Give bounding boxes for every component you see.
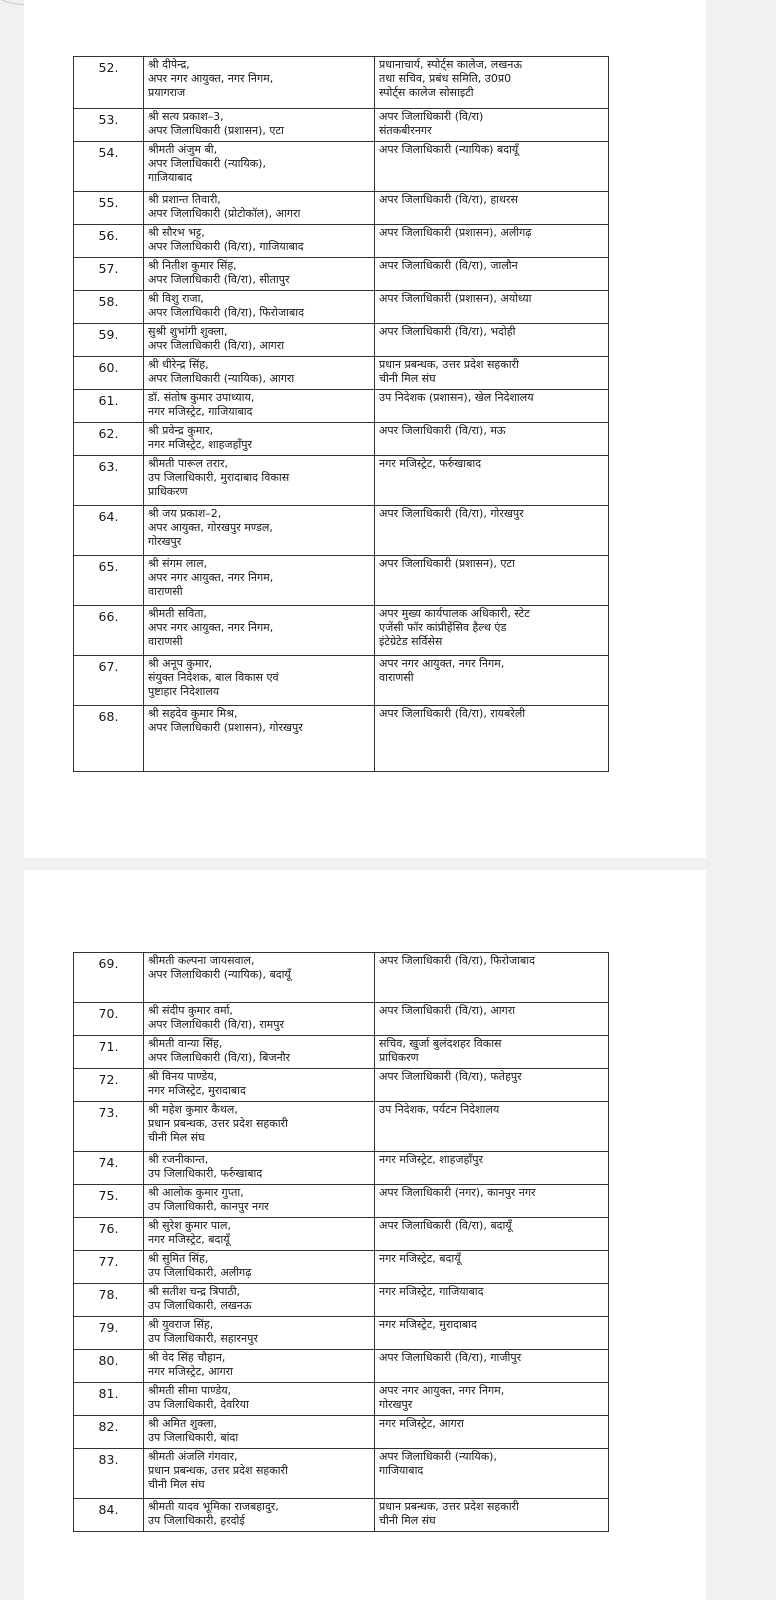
- serial-number-cell: 82.: [74, 1416, 144, 1449]
- serial-number-cell: 65.: [74, 556, 144, 606]
- transfer-table-2: [73, 952, 609, 1532]
- officer-name-cell: श्रीमती सविता, अपर नगर आयुक्त, नगर निगम, वाराणसी: [144, 606, 375, 656]
- officer-name-cell: डॉ. संतोष कुमार उपाध्याय, नगर मजिस्ट्रेट, गाजियाबाद: [144, 390, 375, 423]
- new-posting-cell: अपर जिलाधिकारी (वि/रा), गाजीपुर: [375, 1350, 609, 1383]
- new-posting-cell: अपर जिलाधिकारी (वि/रा) संतकबीरनगर: [375, 109, 609, 142]
- serial-number-cell: 75.: [74, 1185, 144, 1218]
- new-posting-cell: नगर मजिस्ट्रेट, आगरा: [375, 1416, 609, 1449]
- table-row: [74, 109, 609, 142]
- table-row: [74, 656, 609, 706]
- officer-name-cell: श्री दीपेन्द्र, अपर नगर आयुक्त, नगर निगम, प्रयागराज: [144, 57, 375, 109]
- table-row: [74, 142, 609, 192]
- serial-number-cell: 54.: [74, 142, 144, 192]
- officer-name-cell: श्री सुरेश कुमार पाल, नगर मजिस्ट्रेट, बदायूँ: [144, 1218, 375, 1251]
- new-posting-cell: नगर मजिस्ट्रेट, फर्रुखाबाद: [375, 456, 609, 506]
- serial-number-cell: 84.: [74, 1499, 144, 1532]
- table-row: [74, 1218, 609, 1251]
- table-row: [74, 556, 609, 606]
- serial-number-cell: 68.: [74, 706, 144, 772]
- officer-name-cell: श्री प्रशान्त तिवारी, अपर जिलाधिकारी (प्रोटोकॉल), आगरा: [144, 192, 375, 225]
- serial-number-cell: 59.: [74, 324, 144, 357]
- new-posting-cell: अपर जिलाधिकारी (वि/रा), रायबरेली: [375, 706, 609, 772]
- officer-name-cell: श्री रजनीकान्त, उप जिलाधिकारी, फर्रुखाबाद: [144, 1152, 375, 1185]
- table-row: [74, 706, 609, 772]
- new-posting-cell: अपर जिलाधिकारी (नगर), कानपुर नगर: [375, 1185, 609, 1218]
- serial-number-cell: 71.: [74, 1036, 144, 1069]
- new-posting-cell: नगर मजिस्ट्रेट, शाहजहाँपुर: [375, 1152, 609, 1185]
- new-posting-cell: उप निदेशक, पर्यटन निदेशालय: [375, 1102, 609, 1152]
- table-row: [74, 1449, 609, 1499]
- serial-number-cell: 61.: [74, 390, 144, 423]
- new-posting-cell: अपर जिलाधिकारी (प्रशासन), एटा: [375, 556, 609, 606]
- table-row: [74, 225, 609, 258]
- new-posting-cell: प्रधानाचार्य, स्पोर्ट्स कालेज, लखनऊ तथा सचिव, प्रबंध समिति, उ0प्र0 स्पोर्ट्स कालेज सोसाइटी: [375, 57, 609, 109]
- new-posting-cell: अपर जिलाधिकारी (वि/रा), जालौन: [375, 258, 609, 291]
- officer-name-cell: श्री महेश कुमार कैथल, प्रधान प्रबन्धक, उत्तर प्रदेश सहकारी चीनी मिल संघ: [144, 1102, 375, 1152]
- new-posting-cell: अपर जिलाधिकारी (प्रशासन), अलीगढ़: [375, 225, 609, 258]
- table-row: [74, 606, 609, 656]
- table-row: [74, 953, 609, 1003]
- new-posting-cell: अपर नगर आयुक्त, नगर निगम, गोरखपुर: [375, 1383, 609, 1416]
- table-row: [74, 1102, 609, 1152]
- serial-number-cell: 67.: [74, 656, 144, 706]
- new-posting-cell: अपर जिलाधिकारी (वि/रा), भदोही: [375, 324, 609, 357]
- new-posting-cell: अपर जिलाधिकारी (वि/रा), आगरा: [375, 1003, 609, 1036]
- table-row: [74, 1152, 609, 1185]
- serial-number-cell: 63.: [74, 456, 144, 506]
- new-posting-cell: प्रधान प्रबन्धक, उत्तर प्रदेश सहकारी चीनी मिल संघ: [375, 1499, 609, 1532]
- officer-name-cell: श्री नितीश कुमार सिंह, अपर जिलाधिकारी (वि/रा), सीतापुर: [144, 258, 375, 291]
- serial-number-cell: 78.: [74, 1284, 144, 1317]
- table-row: [74, 1416, 609, 1449]
- new-posting-cell: नगर मजिस्ट्रेट, गाजियाबाद: [375, 1284, 609, 1317]
- serial-number-cell: 76.: [74, 1218, 144, 1251]
- serial-number-cell: 80.: [74, 1350, 144, 1383]
- serial-number-cell: 73.: [74, 1102, 144, 1152]
- serial-number-cell: 53.: [74, 109, 144, 142]
- new-posting-cell: नगर मजिस्ट्रेट, बदायूँ: [375, 1251, 609, 1284]
- officer-name-cell: श्री विनय पाण्डेय, नगर मजिस्ट्रेट, मुरादाबाद: [144, 1069, 375, 1102]
- officer-name-cell: श्री आलोक कुमार गुप्ता, उप जिलाधिकारी, कानपुर नगर: [144, 1185, 375, 1218]
- serial-number-cell: 60.: [74, 357, 144, 390]
- new-posting-cell: नगर मजिस्ट्रेट, मुरादाबाद: [375, 1317, 609, 1350]
- serial-number-cell: 66.: [74, 606, 144, 656]
- new-posting-cell: अपर जिलाधिकारी (न्यायिक) बदायूँ: [375, 142, 609, 192]
- table-row: [74, 192, 609, 225]
- officer-name-cell: श्रीमती अंजलि गंगवार, प्रधान प्रबन्धक, उत्तर प्रदेश सहकारी चीनी मिल संघ: [144, 1449, 375, 1499]
- serial-number-cell: 83.: [74, 1449, 144, 1499]
- officer-name-cell: श्री सतीश चन्द्र त्रिपाठी, उप जिलाधिकारी, लखनऊ: [144, 1284, 375, 1317]
- table-row: [74, 324, 609, 357]
- officer-name-cell: श्री अनूप कुमार, संयुक्त निदेशक, बाल विकास एवं पुष्टाहार निदेशालय: [144, 656, 375, 706]
- officer-name-cell: श्री संदीप कुमार वर्मा, अपर जिलाधिकारी (वि/रा), रामपुर: [144, 1003, 375, 1036]
- serial-number-cell: 72.: [74, 1069, 144, 1102]
- serial-number-cell: 69.: [74, 953, 144, 1003]
- serial-number-cell: 79.: [74, 1317, 144, 1350]
- table-row: [74, 1350, 609, 1383]
- officer-name-cell: श्रीमती यादव भूमिका राजबहादुर, उप जिलाधिकारी, हरदोई: [144, 1499, 375, 1532]
- table-row: [74, 1185, 609, 1218]
- officer-name-cell: श्री सुमित सिंह, उप जिलाधिकारी, अलीगढ़: [144, 1251, 375, 1284]
- serial-number-cell: 81.: [74, 1383, 144, 1416]
- serial-number-cell: 58.: [74, 291, 144, 324]
- serial-number-cell: 74.: [74, 1152, 144, 1185]
- new-posting-cell: अपर जिलाधिकारी (न्यायिक), गाजियाबाद: [375, 1449, 609, 1499]
- new-posting-cell: अपर जिलाधिकारी (वि/रा), बदायूँ: [375, 1218, 609, 1251]
- serial-number-cell: 62.: [74, 423, 144, 456]
- table-row: [74, 57, 609, 109]
- new-posting-cell: अपर जिलाधिकारी (वि/रा), हाथरस: [375, 192, 609, 225]
- officer-name-cell: श्री धीरेन्द्र सिंह, अपर जिलाधिकारी (न्यायिक), आगरा: [144, 357, 375, 390]
- officer-name-cell: श्रीमती सीमा पाण्डेय, उप जिलाधिकारी, देवरिया: [144, 1383, 375, 1416]
- officer-name-cell: श्री सत्य प्रकाश–3, अपर जिलाधिकारी (प्रशासन), एटा: [144, 109, 375, 142]
- table-row: [74, 258, 609, 291]
- officer-name-cell: श्री प्रवेन्द्र कुमार, नगर मजिस्ट्रेट, शाहजहाँपुर: [144, 423, 375, 456]
- new-posting-cell: अपर जिलाधिकारी (वि/रा), गोरखपुर: [375, 506, 609, 556]
- serial-number-cell: 55.: [74, 192, 144, 225]
- serial-number-cell: 56.: [74, 225, 144, 258]
- new-posting-cell: अपर जिलाधिकारी (वि/रा), फिरोजाबाद: [375, 953, 609, 1003]
- officer-name-cell: श्रीमती कल्पना जायसवाल, अपर जिलाधिकारी (न्यायिक), बदायूँ: [144, 953, 375, 1003]
- new-posting-cell: अपर जिलाधिकारी (प्रशासन), अयोध्या: [375, 291, 609, 324]
- officer-name-cell: श्री युवराज सिंह, उप जिलाधिकारी, सहारनपुर: [144, 1317, 375, 1350]
- officer-name-cell: श्री सहदेव कुमार मिश्र, अपर जिलाधिकारी (प्रशासन), गोरखपुर: [144, 706, 375, 772]
- table-row: [74, 1069, 609, 1102]
- officer-name-cell: श्री सौरभ भट्ट, अपर जिलाधिकारी (वि/रा), गाजियाबाद: [144, 225, 375, 258]
- officer-name-cell: श्री जय प्रकाश–2, अपर आयुक्त, गोरखपुर मण्डल, गोरखपुर: [144, 506, 375, 556]
- officer-name-cell: श्री संगम लाल, अपर नगर आयुक्त, नगर निगम, वाराणसी: [144, 556, 375, 606]
- new-posting-cell: अपर जिलाधिकारी (वि/रा), मऊ: [375, 423, 609, 456]
- new-posting-cell: अपर जिलाधिकारी (वि/रा), फतेहपुर: [375, 1069, 609, 1102]
- serial-number-cell: 70.: [74, 1003, 144, 1036]
- officer-name-cell: श्रीमती वान्या सिंह, अपर जिलाधिकारी (वि/रा), बिजनौर: [144, 1036, 375, 1069]
- new-posting-cell: अपर नगर आयुक्त, नगर निगम, वाराणसी: [375, 656, 609, 706]
- officer-name-cell: सुश्री शुभांगी शुक्ला, अपर जिलाधिकारी (वि/रा), आगरा: [144, 324, 375, 357]
- serial-number-cell: 52.: [74, 57, 144, 109]
- new-posting-cell: उप निदेशक (प्रशासन), खेल निदेशालय: [375, 390, 609, 423]
- officer-name-cell: श्री अमित शुक्ला, उप जिलाधिकारी, बांदा: [144, 1416, 375, 1449]
- new-posting-cell: अपर मुख्य कार्यपालक अधिकारी, स्टेट एजेंसी फॉर कांप्रीहेंसिव हैल्थ एंड इंटेग्रेटेड सर्विसेस: [375, 606, 609, 656]
- table-row: [74, 390, 609, 423]
- table-row: [74, 1499, 609, 1532]
- table-row: [74, 423, 609, 456]
- serial-number-cell: 77.: [74, 1251, 144, 1284]
- table-row: [74, 1251, 609, 1284]
- table-row: [74, 291, 609, 324]
- table-row: [74, 357, 609, 390]
- officer-name-cell: श्रीमती पारूल तरार, उप जिलाधिकारी, मुरादाबाद विकास प्राधिकरण: [144, 456, 375, 506]
- officer-name-cell: श्रीमती अंजुम बी, अपर जिलाधिकारी (न्यायिक), गाजियाबाद: [144, 142, 375, 192]
- serial-number-cell: 64.: [74, 506, 144, 556]
- table-row: [74, 1003, 609, 1036]
- transfer-table-1: [73, 56, 609, 772]
- table-row: [74, 1284, 609, 1317]
- table-row: [74, 456, 609, 506]
- officer-name-cell: श्री विशु राजा, अपर जिलाधिकारी (वि/रा), फिरोजाबाद: [144, 291, 375, 324]
- table-row: [74, 506, 609, 556]
- table-row: [74, 1317, 609, 1350]
- new-posting-cell: प्रधान प्रबन्धक, उत्तर प्रदेश सहकारी चीनी मिल संघ: [375, 357, 609, 390]
- table-row: [74, 1383, 609, 1416]
- table-row: [74, 1036, 609, 1069]
- new-posting-cell: सचिव, खुर्जा बुलंदशहर विकास प्राधिकरण: [375, 1036, 609, 1069]
- officer-name-cell: श्री वेद सिंह चौहान, नगर मजिस्ट्रेट, आगरा: [144, 1350, 375, 1383]
- serial-number-cell: 57.: [74, 258, 144, 291]
